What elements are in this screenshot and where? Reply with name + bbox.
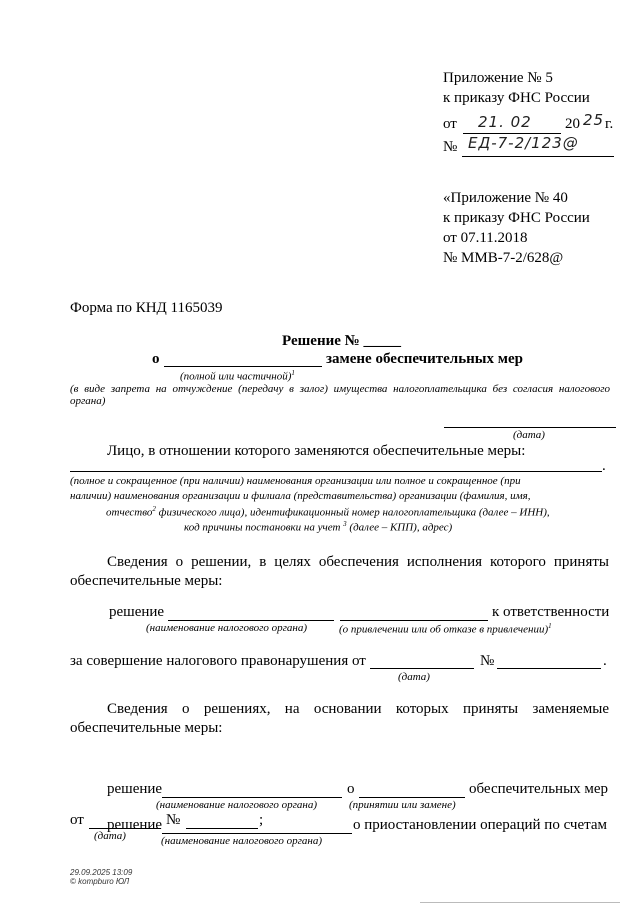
- title-subcaption-full-partial: (полной или частичной)$^1$: [180, 369, 295, 383]
- person-caption-b: наличии) наименования организации и филиала (представительства) организации (фамилия, имя,: [70, 490, 531, 502]
- decision-title: Решение № _____: [282, 333, 401, 349]
- person-blank-line: [70, 471, 602, 472]
- offense-label: за совершение налогового правонарушения от: [70, 653, 366, 669]
- offense-date-caption: (дата): [398, 671, 430, 683]
- header-year-handwritten: 25: [583, 111, 605, 129]
- replaced-ot: от: [70, 812, 84, 828]
- header-num-handwritten: ЕД-7-2/123@: [468, 134, 579, 152]
- replaced-date-caption: (дата): [94, 830, 126, 842]
- replaced-measures: обеспечительных мер: [469, 781, 609, 797]
- header-order-ref: к приказу ФНС России: [443, 90, 590, 106]
- decision-responsibility: к ответственности: [492, 604, 610, 620]
- title-blank-line: [164, 366, 322, 367]
- suspend-text: о приостановлении операций по счетам: [353, 817, 608, 833]
- header-num-underline: [462, 156, 614, 157]
- header-date-prefix: от: [443, 116, 457, 132]
- replaced-info-line2: обеспечительные меры:: [70, 720, 223, 736]
- person-label: Лицо, в отношении которого заменяются обеспечительные меры:: [107, 443, 526, 459]
- person-caption-c: отчество$^2$ физического лица), идентификационный номер налогоплательщика (далее – ИНН),: [106, 505, 550, 519]
- offense-num-line: [497, 668, 601, 669]
- date-line: [444, 427, 616, 428]
- annex-number-code: № ММВ-7-2/628@: [443, 250, 564, 266]
- title-subcaption-prohibition: (в виде запрета на отчуждение (передачу в залог) имущества налогоплательщика без согласия налогового органа): [70, 383, 610, 407]
- suspend-org-line: [162, 833, 352, 834]
- decision-caption-priv: (о привлечении или об отказе в привлечении)$^1$: [339, 622, 552, 636]
- decision-info-line1: Сведения о решении, в целях обеспечения исполнения которого приняты: [107, 554, 609, 570]
- annex-date: от 07.11.2018: [443, 230, 528, 246]
- decision-info-line2: обеспечительные меры:: [70, 573, 223, 589]
- replaced-num-sign: №: [166, 812, 181, 828]
- decision-caption-org: (наименование налогового органа): [146, 622, 308, 634]
- annex-number: «Приложение № 40: [443, 190, 568, 206]
- offense-num-sign: №: [480, 653, 495, 669]
- annex-order-ref: к приказу ФНС России: [443, 210, 590, 226]
- replaced-o: о: [347, 781, 355, 797]
- form-code: Форма по КНД 1165039: [70, 300, 223, 316]
- offense-date-line: [370, 668, 474, 669]
- decision-label: решение: [109, 604, 165, 620]
- replaced-info-line1: Сведения о решениях, на основании которых приняты заменяемые: [107, 701, 609, 717]
- person-line-dot: .: [602, 458, 606, 474]
- title-replace: замене обеспечительных мер: [326, 351, 523, 367]
- person-caption-a: (полное и сокращенное (при наличии) наименования организации или полное и сокращенное (при: [70, 475, 521, 487]
- suspend-decision-label: решение: [107, 817, 163, 833]
- offense-dot: .: [603, 653, 607, 669]
- header-year-prefix: 20: [565, 116, 580, 132]
- date-caption: (дата): [513, 429, 545, 441]
- suspend-caption-org: (наименование налогового органа): [161, 835, 323, 847]
- replaced-accept-line: [359, 797, 465, 798]
- replaced-semicolon: ;: [259, 812, 264, 828]
- header-year-suffix: г.: [605, 116, 614, 132]
- header-annex-number: Приложение № 5: [443, 70, 553, 86]
- replaced-caption-accept: (принятии или замене): [349, 799, 456, 811]
- person-caption-d: код причины постановки на учет $^3$ (далее – КПП), адрес): [184, 520, 453, 534]
- replaced-decision-label: решение: [107, 781, 163, 797]
- footer-stamp-source: © kompburo ЮЛ: [70, 877, 130, 886]
- replaced-num-line: [186, 828, 258, 829]
- header-num-prefix: №: [443, 139, 458, 155]
- replaced-org-line: [162, 797, 342, 798]
- decision-org-line: [168, 620, 334, 621]
- title-o: о: [152, 351, 160, 367]
- scan-edge-noise: [420, 902, 620, 903]
- decision-priv-line: [340, 620, 488, 621]
- header-date-handwritten: 21. 02: [478, 113, 532, 131]
- replaced-caption-org: (наименование налогового органа): [156, 799, 318, 811]
- footer-stamp-date: 29.09.2025 13:09: [70, 868, 133, 877]
